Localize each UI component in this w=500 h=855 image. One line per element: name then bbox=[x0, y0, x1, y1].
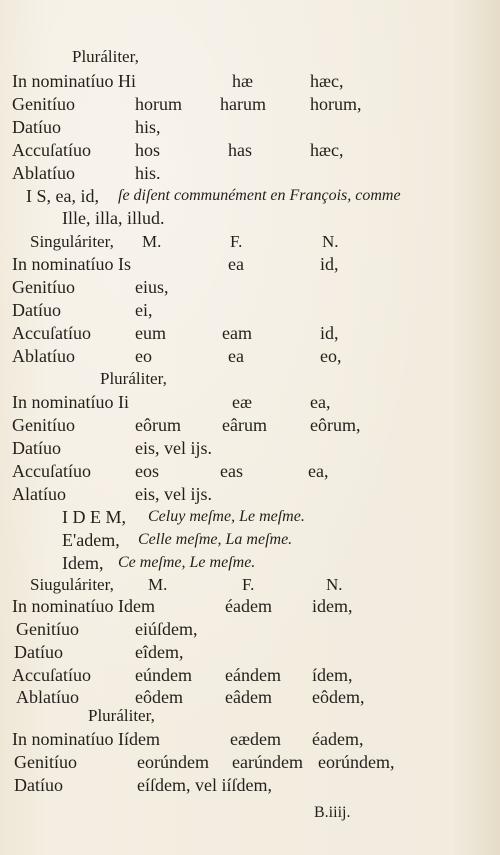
form-feminine: éadem bbox=[225, 596, 272, 616]
declension-row bbox=[0, 483, 500, 505]
section-heading bbox=[0, 705, 500, 727]
pronoun-heading bbox=[0, 506, 500, 528]
heading-pluraliter: Pluráliter, bbox=[100, 369, 167, 388]
declension-row bbox=[0, 751, 500, 773]
declension-row bbox=[0, 774, 500, 796]
section-heading bbox=[0, 368, 500, 390]
declension-row bbox=[0, 70, 500, 92]
declension-row bbox=[0, 728, 500, 750]
case-label: In nominatíuo Is bbox=[12, 254, 131, 274]
case-label: Datíuo bbox=[12, 438, 61, 458]
form-masculine: eis, vel ijs. bbox=[135, 438, 212, 458]
form-feminine: eædem bbox=[230, 729, 281, 749]
gender-masculine: M. bbox=[148, 575, 168, 594]
form-masculine: eius, bbox=[135, 277, 169, 297]
signature-mark: B.iiij. bbox=[314, 804, 351, 821]
case-label: Genitíuo bbox=[12, 94, 75, 114]
number-label: Siuguláriter, bbox=[30, 575, 114, 594]
french-gloss: Celle meſme, La meſme. bbox=[138, 531, 293, 548]
declension-row bbox=[0, 437, 500, 459]
pronoun-heading-continued bbox=[0, 207, 500, 229]
form-neuter: eo, bbox=[320, 346, 342, 366]
form-neuter: idem, bbox=[312, 596, 353, 616]
gender-header-row bbox=[0, 231, 500, 253]
section-heading bbox=[0, 46, 500, 68]
declension-row bbox=[0, 664, 500, 686]
pronoun-forms: I D E M, bbox=[62, 507, 126, 527]
case-label: Datíuo bbox=[14, 775, 63, 795]
gender-neuter: N. bbox=[326, 575, 343, 594]
form-feminine: eas bbox=[220, 461, 243, 481]
declension-row bbox=[0, 460, 500, 482]
form-masculine: hos bbox=[135, 140, 161, 160]
form-neuter: ídem, bbox=[312, 665, 353, 685]
form-feminine: harum bbox=[220, 94, 266, 114]
case-label: Alatíuo bbox=[12, 484, 66, 504]
case-label: In nominatíuo Idem bbox=[12, 596, 155, 616]
case-label: Genitíuo bbox=[12, 277, 75, 297]
case-label: Genitíuo bbox=[14, 752, 77, 772]
declension-row bbox=[0, 641, 500, 663]
form-neuter: hæc, bbox=[310, 71, 344, 91]
case-label: Accuſatíuo bbox=[12, 323, 91, 343]
form-neuter: eorúndem, bbox=[318, 752, 395, 772]
form-feminine: earúndem bbox=[232, 752, 303, 772]
heading-pluraliter: Pluráliter, bbox=[88, 706, 155, 725]
form-masculine: eis, vel ijs. bbox=[135, 484, 212, 504]
form-masculine: eúndem bbox=[135, 665, 192, 685]
french-gloss: Celuy meſme, Le meſme. bbox=[148, 508, 305, 525]
pronoun-forms: Idem, bbox=[62, 553, 104, 573]
gender-header-row bbox=[0, 574, 500, 596]
declension-row bbox=[0, 299, 500, 321]
declension-row bbox=[0, 391, 500, 413]
case-label: Datíuo bbox=[12, 117, 61, 137]
form-masculine: eum bbox=[135, 323, 166, 343]
case-label: Datíuo bbox=[14, 642, 63, 662]
form-neuter: ea, bbox=[308, 461, 329, 481]
form-masculine: horum bbox=[135, 94, 182, 114]
pronoun-heading bbox=[0, 185, 500, 207]
declension-row bbox=[0, 162, 500, 184]
form-feminine: eâdem bbox=[225, 687, 272, 707]
form-feminine: eándem bbox=[225, 665, 281, 685]
case-label: In nominatíuo Iídem bbox=[12, 729, 160, 749]
gender-feminine: F. bbox=[230, 232, 243, 251]
form-masculine: eos bbox=[135, 461, 159, 481]
form-masculine: eíſdem, vel iíſdem, bbox=[137, 775, 272, 795]
pronoun-forms: Ille, illa, illud. bbox=[62, 208, 165, 228]
form-feminine: ea bbox=[228, 254, 244, 274]
form-masculine: his, bbox=[135, 117, 161, 137]
declension-row bbox=[0, 276, 500, 298]
case-label: Ablatíuo bbox=[12, 346, 75, 366]
pronoun-heading bbox=[0, 529, 500, 551]
pronoun-forms: E'adem, bbox=[62, 530, 120, 550]
gender-masculine: M. bbox=[142, 232, 162, 251]
declension-row bbox=[0, 595, 500, 617]
page-signature bbox=[0, 802, 500, 824]
case-label: Accuſatíuo bbox=[12, 461, 91, 481]
form-masculine: eiúſdem, bbox=[135, 619, 198, 639]
case-label: Accuſatíuo bbox=[12, 665, 91, 685]
case-label: In nominatíuo Hi bbox=[12, 71, 136, 91]
form-masculine: eorúndem bbox=[137, 752, 209, 772]
gender-feminine: F. bbox=[242, 575, 255, 594]
form-neuter: id, bbox=[320, 323, 339, 343]
form-neuter: ea, bbox=[310, 392, 331, 412]
form-masculine: eôdem bbox=[135, 687, 183, 707]
french-gloss: ſe diſent communément en François, comme bbox=[118, 187, 401, 204]
declension-row bbox=[0, 116, 500, 138]
form-feminine: eam bbox=[222, 323, 252, 343]
case-label: Genitíuo bbox=[16, 619, 79, 639]
case-label: Accuſatíuo bbox=[12, 140, 91, 160]
case-label: Ablatíuo bbox=[12, 163, 75, 183]
form-neuter: horum, bbox=[310, 94, 362, 114]
case-label: Datíuo bbox=[12, 300, 61, 320]
form-masculine: eôrum bbox=[135, 415, 181, 435]
declension-row bbox=[0, 253, 500, 275]
form-masculine: ei, bbox=[135, 300, 153, 320]
form-neuter: eôdem, bbox=[312, 687, 365, 707]
form-feminine: has bbox=[228, 140, 252, 160]
declension-row bbox=[0, 139, 500, 161]
declension-row bbox=[0, 93, 500, 115]
form-neuter: id, bbox=[320, 254, 339, 274]
case-label: Ablatíuo bbox=[16, 687, 79, 707]
form-masculine: his. bbox=[135, 163, 161, 183]
form-feminine: hæ bbox=[232, 71, 254, 91]
form-neuter: hæc, bbox=[310, 140, 344, 160]
case-label: Genitíuo bbox=[12, 415, 75, 435]
declension-row bbox=[0, 618, 500, 640]
case-label: In nominatíuo Ii bbox=[12, 392, 129, 412]
form-neuter: eôrum, bbox=[310, 415, 361, 435]
pronoun-forms: I S, ea, id, bbox=[26, 186, 99, 206]
declension-row bbox=[0, 414, 500, 436]
heading-pluraliter: Pluráliter, bbox=[72, 47, 139, 66]
form-masculine: eo bbox=[135, 346, 152, 366]
form-feminine: eârum bbox=[222, 415, 267, 435]
gender-neuter: N. bbox=[322, 232, 339, 251]
form-feminine: eæ bbox=[232, 392, 252, 412]
declension-row bbox=[0, 322, 500, 344]
declension-row bbox=[0, 345, 500, 367]
french-gloss: Ce meſme, Le meſme. bbox=[118, 554, 256, 571]
form-feminine: ea bbox=[228, 346, 244, 366]
form-neuter: éadem, bbox=[312, 729, 364, 749]
number-label: Singuláriter, bbox=[30, 232, 114, 251]
pronoun-heading bbox=[0, 552, 500, 574]
form-masculine: eîdem, bbox=[135, 642, 184, 662]
